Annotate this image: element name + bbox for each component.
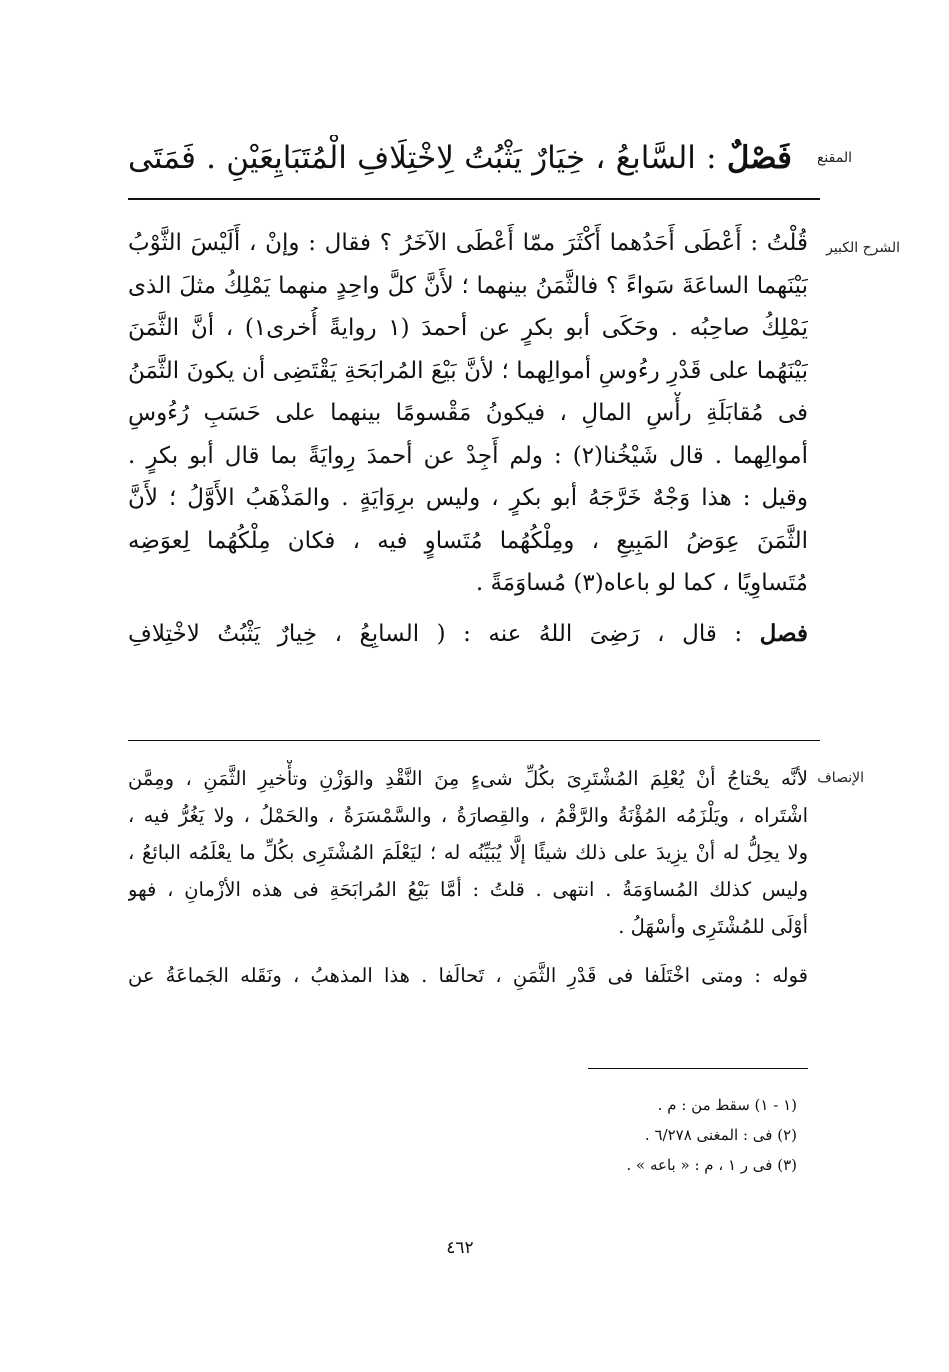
margin-label-sharh: الشرح الكبير <box>826 240 900 256</box>
sharh-line: فى مُقابَلَةِ رأْسِ المالِ ، فيكونُ مَقْسومًا بينهما على حَسَبِ رُءُوسِ <box>128 400 808 426</box>
sharh-fasl-heading: فصل <box>759 619 808 647</box>
muqni-heading: فَصْلٌ <box>726 140 792 176</box>
muqni-text <box>128 135 792 181</box>
insaf-qawluhu: قوله : ومتى اخْتَلَفا فى قَدْرِ الثَّمَنِ ، تَحالَفا . هذا المذهبُ ، ونَقَله الجَماعَةُ عن <box>128 964 808 987</box>
insaf-line: لأنَّه يحْتاجُ أنْ يُعْلِمَ المُشْتَرِىَ بكُلِّ شىءٍ مِنَ النَّقْدِ والوَزْنِ وتأْخيرِ الثَّمَنِ ، ومِمَّن <box>128 767 808 790</box>
muqni-line <box>128 135 792 181</box>
margin-label-muqni: المقنع <box>816 150 852 166</box>
sharh-line: بَيْنَهما الساعَةَ سَواءً ؟ فالثَّمَنُ بينهما ؛ لأَنَّ كلَّ واحِدٍ منهما يَمْلِكُ مثلَ الذى <box>128 272 808 299</box>
sharh-line-last: مُتَساوِيًا ، كما لو باعاه(٣) مُساوَمَةً . <box>475 570 808 596</box>
sharh-line: يَمْلِكُ صاحِبُه . وحَكَى أبو بكرٍ عن أحمدَ (١ روايةً أُخرى١) ، أنَّ الثَّمَنَ <box>128 315 808 341</box>
page-number: ٤٦٢ <box>446 1238 474 1258</box>
sharh-fasl-line <box>128 613 808 656</box>
sharh-fasl-body: : قال ، رَضِىَ اللهُ عنه : ( السابِعُ ، خِيارٌ يَثْبُتُ لاخْتِلافِ <box>128 620 743 647</box>
footnote-2: (٢) فى : المغنى ٦/٢٧٨ . <box>644 1126 797 1144</box>
footnote-divider <box>588 1068 808 1069</box>
insaf-line: اشْتَراه ، ويَلْزَمُه المُؤْنَةُ والرَّقْمُ ، والقِصارَةُ ، والسَّمْسَرَةُ ، والحَمْلُ ، ولا يَغُرُّ فيه ، <box>128 804 808 827</box>
sharh-line: وقيل : هذا وَجْهٌ خَرَّجَهُ أبو بكرٍ ، وليس برِوَايَةٍ . والمَذْهَبُ الأَوَّلُ ؛ لأَنَّ <box>128 485 808 511</box>
insaf-line: وليس كذلك المُساوَمَةُ . انتهى . قلتُ : أمَّا بَيْعُ المُرابَحَةِ فى هذه الأزْمانِ ، فهو <box>128 878 808 901</box>
sharh-line: قُلْتُ : أَعْطَى أَحَدُهما أَكْثَرَ ممّا أَعْطَى الآخَرُ ؟ فقال : وإنْ ، أَلَيْسَ الثَّوْبُ <box>128 230 808 256</box>
sharh-text <box>128 222 808 655</box>
insaf-line-last: أوْلَى للمُشْتَرِى وأسْهَلُ . <box>618 915 808 938</box>
sharh-line: بَيْنَهُما على قَدْرِ رءُوسِ أموالِهما ؛ لأنَّ بَيْعَ المُرابَحَةِ يَقْتَضِى أن يكونَ الثَّمَنُ <box>128 357 808 384</box>
insaf-text <box>128 760 808 994</box>
muqni-body: : السَّابعُ ، خِيَارٌ يَثْبُتُ لِاخْتِلَافِ الْمُتَبَايِعَيْنِ . فَمَتَى <box>128 140 717 176</box>
sharh-line: الثَّمَنَ عِوَضُ المَبِيعِ ، ومِلْكُهُما مُتَساوٍ فيه ، فكان مِلْكُهُما لِعوَضِه <box>128 527 808 554</box>
footnote-1: (١ - ١) سقط من : م . <box>657 1096 797 1114</box>
muqni-divider <box>128 198 820 200</box>
sharh-divider <box>128 740 820 741</box>
insaf-line: ولا يحِلُّ له أنْ يزِيدَ على ذلك شيئًا إلَّا يُبَيِّنُه له ؛ ليَعْلَمَ المُشْتَرِى بكُلِّ ما يعْلَمُه البائعُ ، <box>128 841 808 864</box>
margin-label-insaf: الإنصاف <box>817 770 864 786</box>
footnote-3: (٣) فى ر ١ ، م : « باعه » . <box>626 1156 797 1174</box>
sharh-line: أموالِهما . قال شَيْخُنا(٢) : ولم أَجِدْ عن أحمدَ رِوايَةً بما قال أبو بكرٍ . <box>128 442 808 469</box>
